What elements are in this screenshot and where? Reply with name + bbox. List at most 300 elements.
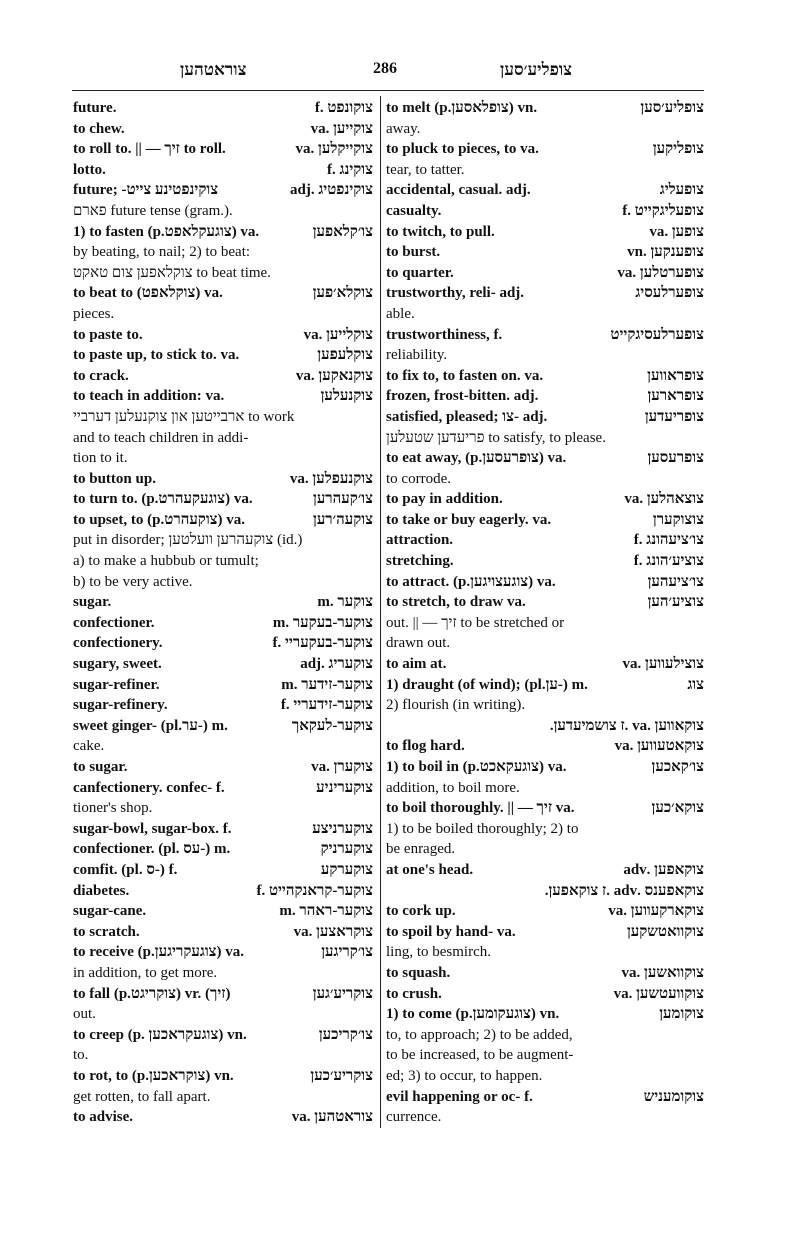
yiddish-headword: צופען .va xyxy=(649,223,704,240)
entry-line xyxy=(73,1066,373,1087)
entry-line xyxy=(73,119,373,140)
english-definition: to scratch. xyxy=(73,923,140,940)
entry-line xyxy=(73,778,373,799)
yiddish-headword: צוקוואטשקען xyxy=(626,923,704,940)
dictionary-entry xyxy=(386,407,704,448)
entry-line xyxy=(386,551,704,572)
english-definition: satisfied, pleased; צו- adj. xyxy=(386,408,548,425)
english-definition: future; -צוקינפטינע צייט xyxy=(73,182,219,199)
english-definition: to spoil by hand- va. xyxy=(386,923,516,940)
english-definition: casualty. xyxy=(386,202,442,219)
dictionary-entry xyxy=(386,551,704,572)
english-definition: to burst. xyxy=(386,244,441,261)
english-definition: frozen, frost-bitten. adj. xyxy=(386,388,539,405)
english-definition: 1) draught (of wind); (pl.ען-) m. xyxy=(386,676,588,693)
yiddish-headword: צוקא׳כען xyxy=(651,800,704,817)
entry-line xyxy=(386,963,704,984)
dictionary-entry xyxy=(73,98,373,119)
yiddish-headword: צוקלא׳פען xyxy=(312,285,373,302)
yiddish-headword: צופרארען xyxy=(647,388,704,405)
english-definition: to advise. xyxy=(73,1109,133,1126)
english-definition: to beat to (צוקלאפט) va. xyxy=(73,285,223,302)
english-definition: to twitch, to pull. xyxy=(386,223,495,240)
yiddish-headword: צוקער-זידעריי .f xyxy=(280,697,373,714)
dictionary-entry xyxy=(386,592,704,654)
english-definition: to creep (p. צוגעקראכען) vn. xyxy=(73,1026,247,1043)
yiddish-headword: צוקאפענס .adv .ז צוקאפען. xyxy=(544,882,704,899)
english-definition: to pay in addition. xyxy=(386,491,503,508)
entry-line xyxy=(73,139,373,160)
continuation-line: away. xyxy=(386,120,421,137)
yiddish-headword: צו׳קריכען xyxy=(318,1026,373,1043)
yiddish-headword: צוקערניק xyxy=(320,841,373,858)
continuation-line: צוקלאפען צום טאקט to beat time. xyxy=(73,264,271,281)
dictionary-entry xyxy=(386,530,704,551)
continuation-line: able. xyxy=(386,305,415,322)
english-definition: confectioner. (pl. עס-) m. xyxy=(73,841,231,858)
yiddish-headword: צופערלעסיג xyxy=(635,285,704,302)
dictionary-entry xyxy=(73,839,373,860)
english-definition: trustworthiness, f. xyxy=(386,326,503,343)
dictionary-entry xyxy=(386,510,704,531)
english-definition: to paste to. xyxy=(73,326,143,343)
dictionary-entry xyxy=(73,922,373,943)
english-definition: sweet ginger- (pl.ער-) m. xyxy=(73,717,228,734)
english-definition: to crack. xyxy=(73,367,129,384)
english-definition: to take or buy eagerly. va. xyxy=(386,511,552,528)
entry-line xyxy=(73,98,373,119)
english-definition: to rot, to (p.צוקראכען) vn. xyxy=(73,1067,234,1084)
entry-line xyxy=(386,1087,704,1108)
dictionary-entry xyxy=(386,325,704,366)
dictionary-entry xyxy=(73,1107,373,1128)
column-divider xyxy=(380,96,381,1128)
english-definition: to sugar. xyxy=(73,759,128,775)
english-definition: sugar-bowl, sugar-box. f. xyxy=(73,820,232,837)
dictionary-entry xyxy=(73,757,373,778)
english-definition: to melt (p.צופלאסען) vn. xyxy=(386,100,538,116)
yiddish-headword: צוקער-זידער .m xyxy=(281,676,373,693)
entry-line xyxy=(73,839,373,860)
entry-line xyxy=(73,592,373,613)
dictionary-entry xyxy=(386,984,704,1005)
continuation-line: 2) flourish (in writing). xyxy=(386,697,526,714)
yiddish-headword: צו׳קאכען xyxy=(651,759,704,775)
continuation-line: reliability. xyxy=(386,347,448,364)
english-definition: to roll to. || — זיך to roll. xyxy=(73,141,226,158)
entry-line xyxy=(386,860,704,881)
entry-line xyxy=(386,901,704,922)
dictionary-entry xyxy=(386,881,704,902)
yiddish-headword: צופעליג xyxy=(659,182,704,199)
dictionary-entry xyxy=(386,963,704,984)
continuation-line: to be increased, to be augment- xyxy=(386,1047,574,1064)
continuation-line: ling, to besmirch. xyxy=(386,944,491,961)
english-definition: to eat away, (p.צופרעסען) va. xyxy=(386,450,567,467)
continuation-line: ed; 3) to occur, to happen. xyxy=(386,1067,543,1084)
entry-line xyxy=(386,325,704,346)
yiddish-headword: צוקנאקען .va xyxy=(295,367,373,384)
dictionary-entry xyxy=(73,819,373,840)
yiddish-headword: צוקעה׳רען xyxy=(313,511,373,528)
english-definition: confectioner. xyxy=(73,614,155,631)
continuation-line: to corrode. xyxy=(386,470,451,487)
continuation-line: ארבייטען און צוקנעלען דערביי to work xyxy=(73,408,295,425)
english-definition: diabetes. xyxy=(73,882,130,899)
entry-line xyxy=(386,222,704,243)
dictionary-entry xyxy=(73,675,373,696)
english-definition: to fall (p.צוקריגט) vr. (זיך) xyxy=(73,985,231,1002)
yiddish-headword: צוקעריניע xyxy=(316,779,373,796)
english-definition: future. xyxy=(73,100,117,116)
english-definition: to crush. xyxy=(386,985,442,1002)
dictionary-entry xyxy=(73,119,373,140)
continuation-line: in addition, to get more. xyxy=(73,964,218,981)
english-definition: evil happening or oc- f. xyxy=(386,1088,533,1105)
dictionary-entry xyxy=(386,489,704,510)
continuation-line: a) to make a hubbub or tumult; xyxy=(73,553,259,570)
entry-line xyxy=(386,716,704,737)
entry-line xyxy=(386,1004,704,1025)
entry-line xyxy=(73,757,373,778)
entry-line xyxy=(73,283,373,304)
yiddish-headword: צוקוואשען .va xyxy=(621,964,704,981)
yiddish-headword: צופעליגקייט .f xyxy=(622,202,704,219)
english-definition: to attract. (p.צוגעצויגען) va. xyxy=(386,573,556,590)
dictionary-entry xyxy=(73,510,373,592)
entry-line xyxy=(73,345,373,366)
english-definition: to boil thoroughly. || — זיך va. xyxy=(386,800,575,817)
english-definition: attraction. xyxy=(386,532,454,549)
entry-line xyxy=(386,530,704,551)
dictionary-entry xyxy=(73,160,373,181)
dictionary-entry xyxy=(386,180,704,201)
english-definition: to aim at. xyxy=(386,656,447,673)
dictionary-entry xyxy=(73,1025,373,1066)
yiddish-headword: צוקער-קראנקהייט .f xyxy=(256,882,373,899)
english-definition: stretching. xyxy=(386,553,454,570)
yiddish-headword: צוקייקלען .va xyxy=(295,141,373,158)
dictionary-entry xyxy=(386,798,704,860)
dictionary-entry xyxy=(386,366,704,387)
continuation-line: to. xyxy=(73,1047,89,1064)
yiddish-headword: צוציע׳הונג .f xyxy=(633,553,704,570)
entry-line xyxy=(386,675,704,696)
yiddish-headword: צוקומען xyxy=(659,1006,704,1023)
yiddish-headword: צוקער-בעקעריי .f xyxy=(272,635,373,652)
page-number: 286 xyxy=(373,60,397,77)
left-column xyxy=(73,98,373,1128)
entry-line xyxy=(386,139,704,160)
entry-line xyxy=(73,366,373,387)
entry-line xyxy=(73,901,373,922)
english-definition: sugary, sweet. xyxy=(73,656,162,673)
dictionary-entry xyxy=(386,448,704,489)
yiddish-headword: צוקראצען .va xyxy=(293,923,373,940)
yiddish-headword: צוקער .m xyxy=(317,594,373,611)
entry-line xyxy=(73,510,373,531)
yiddish-headword: צופענקען .vn xyxy=(627,244,704,261)
english-definition: 1) to come (p.צוגעקומען) vn. xyxy=(386,1006,560,1023)
entry-line xyxy=(73,160,373,181)
english-definition: to paste up, to stick to. va. xyxy=(73,347,240,364)
english-definition: canfectionery. confec- f. xyxy=(73,779,225,796)
entry-line xyxy=(386,572,704,593)
entry-line xyxy=(73,654,373,675)
dictionary-entry xyxy=(73,1066,373,1107)
entry-line xyxy=(386,407,704,428)
guide-word-left: צוראטהען xyxy=(180,60,247,79)
entry-line xyxy=(73,222,373,243)
yiddish-headword: צוקאפען .adv xyxy=(623,861,704,878)
dictionary-entry xyxy=(73,881,373,902)
entry-line xyxy=(386,98,704,119)
yiddish-headword: צוקעריג .adj xyxy=(300,656,373,673)
continuation-line: 1) to be boiled thoroughly; 2) to xyxy=(386,820,579,837)
entry-line xyxy=(386,201,704,222)
yiddish-headword: צוציע׳הען xyxy=(647,594,704,611)
english-definition: to button up. xyxy=(73,470,156,487)
dictionary-entry xyxy=(386,222,704,243)
dictionary-entry xyxy=(386,572,704,593)
dictionary-entry xyxy=(386,139,704,180)
english-definition: lotto. xyxy=(73,161,106,178)
continuation-line: b) to be very active. xyxy=(73,573,193,590)
dictionary-entry xyxy=(73,325,373,346)
english-definition: comfit. (pl. ס-) f. xyxy=(73,861,178,878)
yiddish-headword: צוראטהען .va xyxy=(291,1109,373,1126)
yiddish-headword: צוקריע׳כען xyxy=(310,1067,373,1084)
entry-line xyxy=(73,695,373,716)
dictionary-entry xyxy=(386,242,704,263)
dictionary-entry xyxy=(73,633,373,654)
continuation-line: to, to approach; 2) to be added, xyxy=(386,1026,573,1043)
continuation-line: פארם future tense (gram.). xyxy=(73,202,233,219)
yiddish-headword: צו׳ציעהונג .f xyxy=(633,532,704,549)
entry-line xyxy=(73,942,373,963)
yiddish-headword: צוקאווען .va .ז צושמיעדען. xyxy=(549,717,704,734)
entry-line xyxy=(73,675,373,696)
english-definition: to stretch, to draw va. xyxy=(386,594,526,611)
entry-line xyxy=(73,613,373,634)
dictionary-entry xyxy=(73,139,373,160)
entry-line xyxy=(73,469,373,490)
english-definition: confectionery. xyxy=(73,635,163,652)
english-definition: to teach in addition: va. xyxy=(73,388,225,405)
dictionary-entry xyxy=(73,222,373,284)
continuation-line: get rotten, to fall apart. xyxy=(73,1088,211,1105)
header-rule xyxy=(72,90,704,91)
entry-line xyxy=(386,448,704,469)
yiddish-headword: צופרעסען xyxy=(647,450,704,467)
english-definition: to turn to. (p.צוגעקעהרט) va. xyxy=(73,491,253,508)
entry-line xyxy=(386,736,704,757)
dictionary-entry xyxy=(386,283,704,324)
yiddish-headword: צוקערן .va xyxy=(311,759,373,775)
dictionary-entry xyxy=(386,922,704,963)
yiddish-headword: צוקוועטשען .va xyxy=(613,985,704,1002)
dictionary-entry xyxy=(386,736,704,757)
yiddish-headword: צוצוקערן xyxy=(652,511,704,528)
english-definition: to receive (p.צוגעקריגען) va. xyxy=(73,944,245,961)
right-column xyxy=(386,98,704,1128)
entry-line xyxy=(386,984,704,1005)
running-header xyxy=(70,60,710,90)
english-definition: 1) to boil in (p.צוגעקאכט) va. xyxy=(386,759,567,775)
entry-line xyxy=(386,757,704,778)
yiddish-headword: צוקער-בעקער .m xyxy=(272,614,373,631)
guide-word-right: צופליע׳סען xyxy=(500,60,573,79)
entry-line xyxy=(73,489,373,510)
dictionary-entry xyxy=(73,283,373,324)
dictionary-entry xyxy=(386,860,704,881)
dictionary-entry xyxy=(386,654,704,675)
entry-line xyxy=(386,180,704,201)
yiddish-headword: צוקלייען .va xyxy=(303,326,373,343)
dictionary-entry xyxy=(73,778,373,819)
dictionary-entry xyxy=(73,386,373,468)
english-definition: to squash. xyxy=(386,964,451,981)
dictionary-entry xyxy=(73,366,373,387)
continuation-line: cake. xyxy=(73,738,105,755)
yiddish-headword: צוקינג .f xyxy=(327,161,373,178)
dictionary-entry xyxy=(386,757,704,798)
entry-line xyxy=(386,881,704,902)
english-definition: accidental, casual. adj. xyxy=(386,182,531,199)
continuation-line: addition, to boil more. xyxy=(386,779,520,796)
dictionary-entry xyxy=(386,901,704,922)
continuation-line: drawn out. xyxy=(386,635,451,652)
dictionary-entry xyxy=(73,592,373,613)
continuation-line: by beating, to nail; 2) to beat: xyxy=(73,244,251,261)
continuation-line: tear, to tatter. xyxy=(386,161,465,178)
dictionary-entry xyxy=(386,201,704,222)
yiddish-headword: צו׳קריגען xyxy=(321,944,373,961)
entry-line xyxy=(73,1107,373,1128)
yiddish-headword: צוקייען .va xyxy=(310,120,373,137)
yiddish-headword: צוקארקעווען .va xyxy=(608,903,704,920)
entry-line xyxy=(73,819,373,840)
yiddish-headword: צו׳קלאפען xyxy=(312,223,373,240)
continuation-line: out. || — זיך to be stretched or xyxy=(386,614,565,631)
continuation-line: and to teach children in addi- xyxy=(73,429,249,446)
english-definition: trustworthy, reli- adj. xyxy=(386,285,525,302)
english-definition: to fix to, to fasten on. va. xyxy=(386,367,544,384)
yiddish-headword: צופראווען xyxy=(647,367,704,384)
continuation-line: be enraged. xyxy=(386,841,456,858)
entry-line xyxy=(386,489,704,510)
english-definition: at one's head. xyxy=(386,861,474,878)
entry-line xyxy=(386,242,704,263)
yiddish-headword: צופריעדען xyxy=(644,408,704,425)
yiddish-headword: צופערטלען .va xyxy=(617,264,704,281)
dictionary-entry xyxy=(386,98,704,139)
continuation-line: pieces. xyxy=(73,305,115,322)
entry-line xyxy=(73,881,373,902)
yiddish-headword: צוג xyxy=(687,676,704,693)
yiddish-headword: צוקנעלען xyxy=(320,388,373,405)
dictionary-entry xyxy=(386,716,704,737)
continuation-line: tion to it. xyxy=(73,450,128,467)
english-definition: 1) to fasten (p.צוגעקלאפט) va. xyxy=(73,223,260,240)
yiddish-headword: צוקערניצע xyxy=(312,820,373,837)
yiddish-headword: צוצאהלען .va xyxy=(624,491,704,508)
english-definition: to pluck to pieces, to va. xyxy=(386,141,539,158)
english-definition: sugar-refiner. xyxy=(73,676,160,693)
entry-line xyxy=(73,922,373,943)
dictionary-entry xyxy=(73,180,373,221)
english-definition: to quarter. xyxy=(386,264,454,281)
yiddish-headword: צופערלעסיגקייט xyxy=(610,326,704,343)
english-definition: sugar-refinery. xyxy=(73,697,168,714)
continuation-line: put in disorder; צוקעהרען וועלטען (id.) xyxy=(73,532,303,549)
entry-line xyxy=(73,180,373,201)
entry-line xyxy=(386,283,704,304)
entry-line xyxy=(386,510,704,531)
entry-line xyxy=(386,592,704,613)
entry-line xyxy=(386,654,704,675)
dictionary-entry xyxy=(386,1087,704,1128)
english-definition: to chew. xyxy=(73,120,125,137)
dictionary-entry xyxy=(73,716,373,757)
dictionary-entry xyxy=(73,613,373,634)
yiddish-headword: צופליקען xyxy=(652,141,704,158)
dictionary-entry xyxy=(73,860,373,881)
continuation-line: out. xyxy=(73,1006,96,1023)
entry-line xyxy=(73,984,373,1005)
entry-line xyxy=(386,263,704,284)
entry-line xyxy=(73,860,373,881)
yiddish-headword: צוקערקע xyxy=(320,861,373,878)
continuation-line: פריעדען שטעלען to satisfy, to please. xyxy=(386,429,606,446)
yiddish-headword: צוקלעפען xyxy=(317,347,373,364)
yiddish-headword: צוקינפטיג .adj xyxy=(290,182,373,199)
yiddish-headword: צוקונפט .f xyxy=(314,100,373,116)
dictionary-entry xyxy=(73,654,373,675)
dictionary-entry xyxy=(386,675,704,716)
entry-line xyxy=(73,716,373,737)
english-definition: sugar-cane. xyxy=(73,903,147,920)
english-definition: to upset, to (p.צוקעהרט) va. xyxy=(73,511,246,528)
yiddish-headword: צוקער-ראהר .m xyxy=(279,903,373,920)
yiddish-headword: צוקנעפלען .va xyxy=(289,470,373,487)
entry-line xyxy=(73,386,373,407)
dictionary-entry xyxy=(73,695,373,716)
dictionary-entry xyxy=(386,263,704,284)
yiddish-headword: צוקומעניש xyxy=(643,1088,704,1105)
yiddish-headword: צוקער-לעקאך xyxy=(291,717,373,734)
dictionary-entry xyxy=(73,901,373,922)
entry-line xyxy=(73,325,373,346)
yiddish-headword: צו׳ציעהען xyxy=(647,573,704,590)
yiddish-headword: צוקאטעווען .va xyxy=(614,738,704,755)
entry-line xyxy=(386,798,704,819)
continuation-line: currence. xyxy=(386,1109,442,1126)
dictionary-entry xyxy=(386,1004,704,1086)
english-definition: to flog hard. xyxy=(386,738,465,755)
entry-line xyxy=(386,366,704,387)
yiddish-headword: צו׳קעהרען xyxy=(313,491,373,508)
entry-line xyxy=(386,386,704,407)
entry-line xyxy=(386,922,704,943)
yiddish-headword: צופליע׳סען xyxy=(640,100,704,116)
yiddish-headword: צוקריע׳גען xyxy=(312,985,373,1002)
dictionary-entry xyxy=(73,469,373,490)
entry-line xyxy=(73,633,373,654)
dictionary-entry xyxy=(73,984,373,1025)
entry-line xyxy=(73,1025,373,1046)
english-definition: to cork up. xyxy=(386,903,456,920)
